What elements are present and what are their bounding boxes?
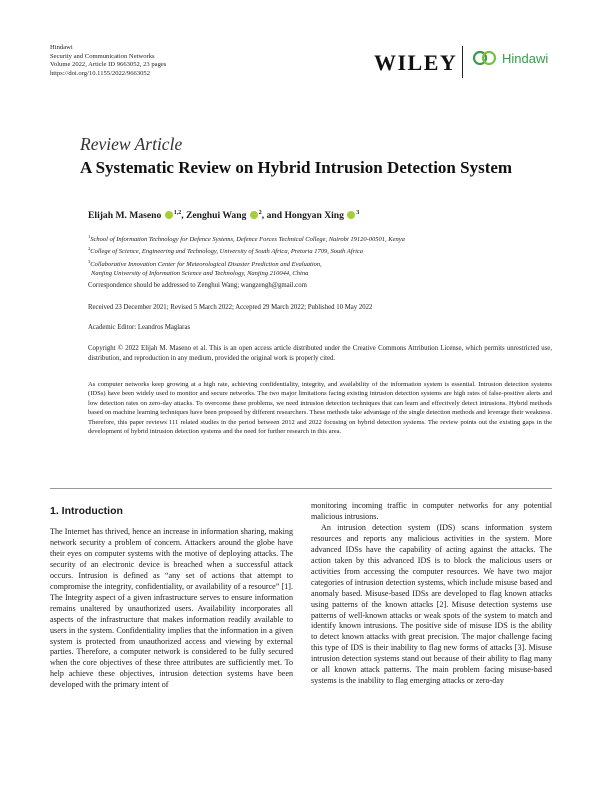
affiliation-item: $^1$School of Information Technology for Defence Systems, Defence Forces Technical College, Nairobi 19120-00501, Kenya [88,234,405,244]
affiliation-item: $^3$Collaborative Innovation Center for Meteorological Disaster Prediction and Evaluation, [88,258,322,269]
author-affiliation-mark: 3 [356,210,360,216]
wiley-logo: WILEY [374,50,458,75]
academic-editor: Academic Editor: Leandros Maglaras [88,324,191,331]
orcid-icon[interactable] [347,211,355,219]
section-divider [50,488,552,489]
affiliation-item: Nanjing University of Information Science and Technology, Nanjing 210044, China [91,270,309,278]
abstract: As computer networks keep growing at a high rate, achieving confidentiality, integrity, and availability of the information system is essential. Intrusion detection systems (IDSs) have been widely used to monitor and secure networks. The two major limitations facing existing intrusion detection systems are high rates of false-positive alerts and low detection rates on zero-day attacks. To overcome these problems, we need intrusion detection techniques that can learn and effectively detect intrusions. Hybrid methods based on machine learning techniques have been proposed by different researchers. These methods take advantage of the single detection methods and leverage their weakness. Therefore, this paper reviews 111 related studies in the period between 2012 and 2022 focusing on hybrid detection systems. The review points out the existing gaps in the development of hybrid intrusion detection systems and the need for further research in this area. [88,381,552,436]
copyright-notice: Copyright © 2022 Elijah M. Maseno et al. This is an open access article distributed under the Creative Commons Attribution License, which permits unrestricted use, distribution, and reproduction in any medium, provided the original work is properly cited. [88,345,552,362]
publisher-name: Hindawi [50,44,73,51]
article-title: A Systematic Review on Hybrid Intrusion Detection System [80,158,513,177]
author-affiliation-mark: 1,2 [173,210,182,216]
orcid-icon[interactable] [165,211,173,219]
paragraph: The Internet has thrived, hence an increase in information sharing, making network security a problem of concern. Attackers around the globe have their eyes on computer systems with the motive of deploying attacks. The security of an electronic device is breached when a successful attack occurs. Intrusion is defined as “any set of actions that attempt to compromise the integrity, confidentiality, or availability of a resource” [1]. The Integrity aspect of a given infrastructure serves to ensure information remains unaltered by unauthorized users. Availability incorporates all aspects of the infrastructure that makes information readily available to users in the system. Confidentiality implies that the information in a given system is protected from unauthorized access and viewing by external parties. Therefore, a computer network is considered to be fully secured when the core objectives of these three attributes are sufficiently met. To help achieve these objectives, intrusion detection systems have been developed with the primary intent of [50,527,293,690]
hindawi-logo [472,50,548,66]
author-name: Hongyan Xing [284,210,344,222]
paragraph: monitoring incoming traffic in computer networks for any potential malicious intrusions. [311,501,552,521]
affiliation-item: $^2$College of Science, Engineering and Technology, University of South Africa, Pretoria 1709, South Africa [88,246,364,256]
body-column-left [50,527,293,691]
orcid-icon[interactable] [250,211,258,219]
author-list: Elijah M. Maseno $^{1,2}$, Zenghui Wang $^2$, and Hongyan Xing $^3$ [88,210,360,222]
section-heading: 1. Introduction [50,505,123,517]
body-column-right [311,501,552,687]
logo-divider [462,46,463,78]
journal-name: Security and Communication Networks [50,52,155,60]
paragraph: An intrusion detection system (IDS) scans information system resources and reports any malicious activities in the system. More advanced IDSs have the capability of acting against the attacks. The action taken by this advanced IDS is to block the malicious users or activities from accessing the computer resources. We have two major categories of intrusion detection systems, which include misuse based and anomaly based. Misuse-based IDSs are developed to flag known attacks using patterns of the known attacks [2]. Misuse detection systems use patterns of well-known attacks or weak spots of the system to match and identify known intrusions. The positive side of misuse IDS is the ability to detect known attacks with great precision. The major challenge facing this type of IDS is their inability to flag new forms of attacks [3]. Misuse intrusion detection systems stand out because of their ability to flag many or all known attack patterns. The main problem facing misuse-based systems is the inability to flag emerging attacks or zero-day [311,522,552,686]
article-dates: Received 23 December 2021; Revised 5 March 2022; Accepted 29 March 2022; Published 10 May 2022 [88,304,373,311]
journal-metadata [50,44,166,78]
correspondence: Correspondence should be addressed to Zenghui Wang; wangzengh@gmail.com [88,282,307,289]
affiliations [88,232,528,279]
doi-link[interactable]: https://doi.org/10.1155/2022/9663052 [50,69,151,77]
author-name: Elijah M. Maseno [88,210,162,222]
article-type: Review Article [80,134,183,154]
hindawi-rings-icon [472,50,498,66]
volume-line: Volume 2022, Article ID 9663052, 23 pages [50,61,167,69]
author-affiliation-mark: 2 [258,210,262,216]
author-name: Zenghui Wang [186,210,247,222]
hindawi-logo-text: Hindawi [502,50,549,66]
